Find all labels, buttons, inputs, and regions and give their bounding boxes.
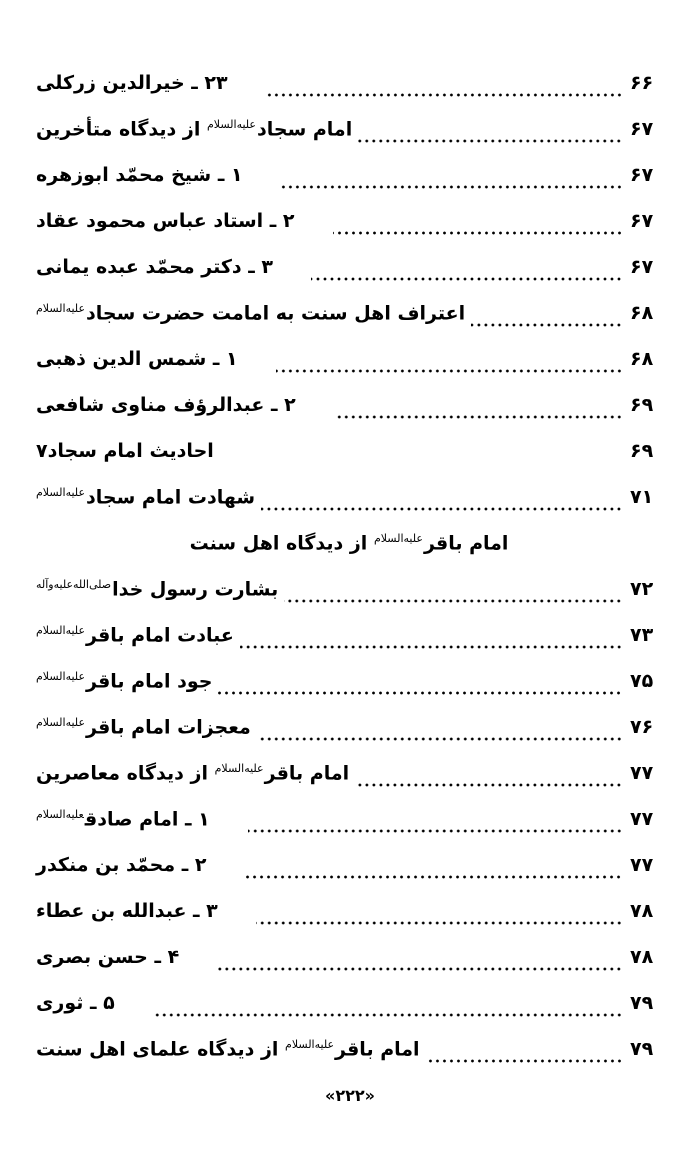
- toc-entry[interactable]: [36, 750, 662, 796]
- honorific-glyph: علیه‌السلام: [373, 531, 423, 545]
- toc-entry-title: امام باقر$^{علیه‌السلام}$ از دیدگاه معاصرین: [36, 761, 350, 785]
- dot-leader: [218, 675, 624, 695]
- toc-entry-page: ۷۶: [630, 716, 654, 738]
- toc-entry[interactable]: [36, 474, 662, 520]
- toc-entry-title: امام باقر$^{علیه‌السلام}$ از دیدگاه علمای اهل سنت: [36, 1037, 420, 1061]
- toc-entry-page: ۷۸: [630, 946, 654, 968]
- toc-entry-page: ۶۷: [630, 118, 654, 140]
- dot-leader: [244, 859, 624, 879]
- toc-entry[interactable]: [36, 152, 662, 198]
- toc-entry-page: ۷۳: [630, 624, 654, 646]
- toc-entry[interactable]: [36, 980, 662, 1026]
- honorific-glyph: علیه‌السلام: [36, 669, 86, 683]
- dot-leader: [240, 629, 624, 649]
- table-of-contents: [36, 60, 662, 1072]
- toc-entry[interactable]: [36, 198, 662, 244]
- toc-entry-page: ۶۸: [630, 348, 654, 370]
- toc-entry-title: ۱ ـ امام صادق$^{علیه‌السلام}$: [36, 807, 210, 831]
- toc-entry[interactable]: [36, 336, 662, 382]
- toc-entry-page: ۷۷: [630, 808, 654, 830]
- toc-entry-page: ۶۷: [630, 256, 654, 278]
- toc-entry-page: ۷۹: [630, 992, 654, 1014]
- honorific-glyph: علیه‌السلام: [285, 1037, 335, 1051]
- toc-entry-title: ۲ ـ محمّد بن منکدر: [36, 854, 207, 876]
- dot-leader: [220, 445, 624, 465]
- dot-leader: [217, 951, 624, 971]
- dot-leader: [276, 353, 624, 373]
- toc-entry[interactable]: [36, 60, 662, 106]
- toc-entry[interactable]: [36, 796, 662, 842]
- honorific-glyph: علیه‌السلام: [36, 623, 86, 637]
- toc-entry[interactable]: [36, 566, 662, 612]
- toc-entry[interactable]: [36, 106, 662, 152]
- toc-group-baqir: [36, 566, 662, 1072]
- toc-entry-page: ۶۹: [630, 394, 654, 416]
- dot-leader: [426, 1043, 624, 1063]
- toc-entry[interactable]: [36, 658, 662, 704]
- toc-entry-title: ۱ ـ شیخ محمّد ابوزهره: [36, 164, 243, 186]
- toc-entry-title: ۴ ـ حسن بصری: [36, 946, 180, 968]
- section-heading-text: امام باقر$^{علیه‌السلام}$ از دیدگاه اهل سنت: [189, 531, 509, 555]
- toc-entry-title: شهادت امام سجاد$^{علیه‌السلام}$: [36, 485, 256, 509]
- page-number-footer: «۲۲۲»: [325, 1086, 375, 1105]
- toc-entry-page: ۷۸: [630, 900, 654, 922]
- dot-leader: [358, 123, 624, 143]
- toc-entry-page: ۶۶: [630, 72, 654, 94]
- dot-leader: [153, 997, 624, 1017]
- toc-entry-page: ۶۷: [630, 210, 654, 232]
- honorific-glyph: صلی‌الله‌علیه‌وآله: [36, 577, 112, 591]
- dot-leader: [355, 767, 624, 787]
- toc-entry-title: بشارت رسول خدا$^{صلی‌الله‌علیه‌وآله}$: [36, 577, 279, 601]
- dot-leader: [471, 307, 624, 327]
- dot-leader: [333, 215, 625, 235]
- toc-entry-title: ۲ ـ استاد عباس محمود عقاد: [36, 210, 295, 232]
- toc-entry-page: ۷۵: [630, 670, 654, 692]
- toc-entry-title: ۳ ـ دکتر محمّد عبده یمانی: [36, 256, 274, 278]
- toc-entry-title: ۱ ـ شمس الدین ذهبی: [36, 348, 238, 370]
- toc-entry[interactable]: [36, 704, 662, 750]
- toc-entry[interactable]: [36, 382, 662, 428]
- toc-entry[interactable]: [36, 244, 662, 290]
- toc-entry-title: ۲۳ ـ خیرالدین زرکلی: [36, 72, 228, 94]
- honorific-glyph: علیه‌السلام: [36, 715, 86, 729]
- toc-entry[interactable]: [36, 934, 662, 980]
- dot-leader: [257, 721, 624, 741]
- dot-leader: [284, 583, 624, 603]
- dot-leader: [281, 169, 624, 189]
- honorific-glyph: علیه‌السلام: [36, 301, 86, 315]
- toc-entry-page: ۷۱: [630, 486, 654, 508]
- honorific-glyph: علیه‌السلام: [214, 761, 264, 775]
- honorific-glyph: علیه‌السلام: [36, 485, 86, 499]
- toc-entry-page: ۶۷: [630, 164, 654, 186]
- toc-entry-title: امام سجاد$^{علیه‌السلام}$ از دیدگاه متأخرین: [36, 117, 353, 141]
- toc-entry-page: ۷۲: [630, 578, 654, 600]
- dot-leader: [261, 491, 624, 511]
- toc-entry[interactable]: [36, 290, 662, 336]
- toc-entry[interactable]: [36, 428, 662, 474]
- toc-entry-page: ۶۹: [630, 440, 654, 462]
- toc-entry-title: ۲ ـ عبدالرؤف مناوی شافعی: [36, 394, 296, 416]
- toc-entry[interactable]: [36, 888, 662, 934]
- honorific-glyph: علیه‌السلام: [206, 117, 256, 131]
- toc-entry-title: اعتراف اهل سنت به امامت حضرت سجاد$^{علیه‌السلام}$: [36, 301, 466, 325]
- honorific-glyph: علیه‌السلام: [36, 807, 84, 821]
- toc-entry[interactable]: [36, 1026, 662, 1072]
- toc-group-sajjad: [36, 60, 662, 520]
- toc-entry-page: ۷۷: [630, 854, 654, 876]
- dot-leader: [334, 399, 624, 419]
- dot-leader: [266, 77, 624, 97]
- dot-leader: [311, 261, 624, 281]
- toc-entry[interactable]: [36, 842, 662, 888]
- toc-entry-page: ۶۸: [630, 302, 654, 324]
- toc-entry-title: ۵ ـ ثوری: [36, 992, 115, 1014]
- toc-entry-page: ۷۹: [630, 1038, 654, 1060]
- toc-entry-page: ۷۷: [630, 762, 654, 784]
- dot-leader: [248, 813, 624, 833]
- toc-entry-title: ۳ ـ عبدالله بن عطاء: [36, 900, 218, 922]
- dot-leader: [256, 905, 624, 925]
- section-heading: [36, 520, 662, 566]
- toc-entry-title: احادیث امام سجاد۷: [36, 440, 214, 462]
- toc-entry[interactable]: [36, 612, 662, 658]
- toc-entry-title: معجزات امام باقر$^{علیه‌السلام}$: [36, 715, 251, 739]
- toc-entry-title: جود امام باقر$^{علیه‌السلام}$: [36, 669, 213, 693]
- toc-entry-title: عبادت امام باقر$^{علیه‌السلام}$: [36, 623, 234, 647]
